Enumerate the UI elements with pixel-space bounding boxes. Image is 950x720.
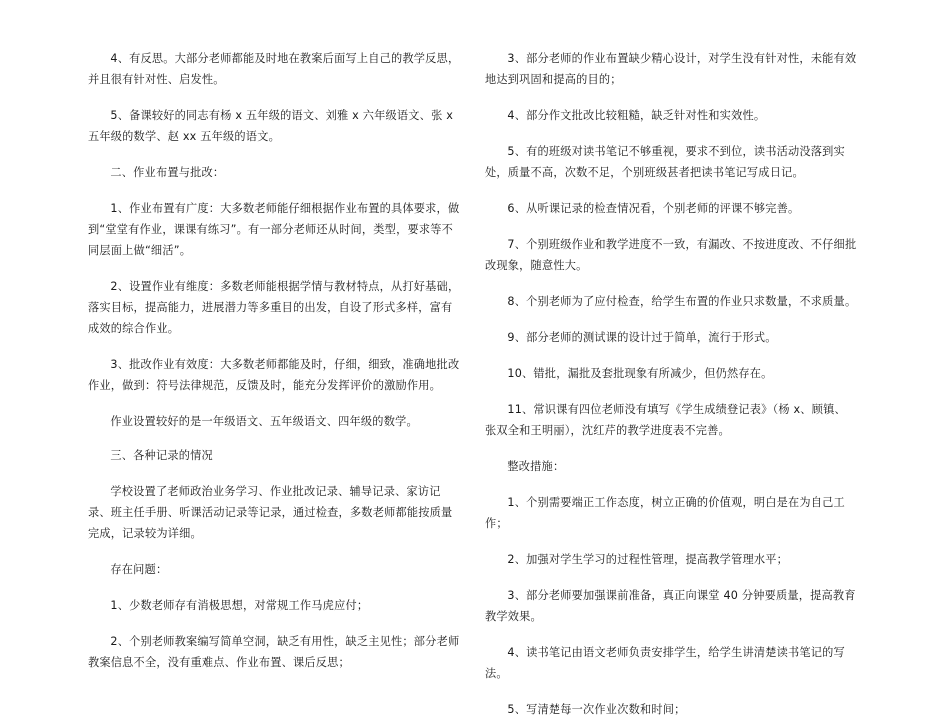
- heading-records: 三、各种记录的情况: [110, 449, 213, 462]
- measure-item-2: 2、加强对学生学习的过程性管理，提高教学管理水平；: [507, 553, 789, 566]
- problem-item-11: 11、常识课有四位老师没有填写《学生成绩登记表》（杨 x、顾镇、张双全和王明丽），沈红芹的教学进度表不完善。: [485, 403, 846, 437]
- heading-problems: 存在问题：: [110, 563, 168, 576]
- paragraph-homework-dimension: 2、设置作业有维度：多数老师能根据学情与教材特点，从打好基础，落实目标，提高能力，进展潜力等多重目的出发，自设了形式多样，富有成效的综合作业。: [88, 280, 460, 335]
- problem-item-4: 4、部分作文批改比较粗糙，缺乏针对性和实效性。: [507, 109, 766, 122]
- paragraph-good-lesson-prep: 5、备课较好的同志有杨 x 五年级的语文、刘雅 x 六年级语文、张 x 五年级的数学、赵 xx 五年级的语文。: [88, 109, 454, 143]
- problem-item-10: 10、错批，漏批及套批现象有所减少，但仍然存在。: [507, 367, 773, 380]
- heading-homework: 二、作业布置与批改：: [110, 166, 225, 179]
- heading-measures: 整改措施：: [507, 460, 565, 473]
- measure-item-1: 1、个别需要端正工作态度，树立正确的价值观，明白是在为自己工作；: [485, 496, 845, 530]
- left-column: [88, 48, 460, 673]
- measure-item-5: 5、写清楚每一次作业次数和时间；: [507, 703, 686, 716]
- paragraph-reflection: 4、有反思。大部分老师都能及时地在教案后面写上自己的教学反思，并且很有针对性、启发性。: [88, 52, 460, 86]
- problem-item-9: 9、部分老师的测试课的设计过于简单，流行于形式。: [507, 331, 777, 344]
- right-column: [485, 48, 857, 720]
- paragraph-good-homework: 作业设置较好的是一年级语文、五年级语文、四年级的数学。: [110, 415, 418, 428]
- problem-item-8: 8、个别老师为了应付检查，给学生布置的作业只求数量，不求质量。: [507, 295, 857, 308]
- paragraph-homework-breadth: 1、作业布置有广度：大多数老师能仔细根据作业布置的具体要求，做到“堂堂有作业，课课有练习”。有一部分老师还从时间，类型，要求等不同层面上做“细活”。: [88, 202, 460, 257]
- problem-item-2: 2、个别老师教案编写简单空洞，缺乏有用性，缺乏主见性；部分老师教案信息不全，没有重难点、作业布置、课后反思；: [88, 635, 460, 669]
- paragraph-homework-effectiveness: 3、批改作业有效度：大多数老师都能及时，仔细，细致，准确地批改作业，做到：符号法律规范，反馈及时，能充分发挥评价的激励作用。: [88, 358, 460, 392]
- problem-item-6: 6、从听课记录的检查情况看，个别老师的评课不够完善。: [507, 202, 800, 215]
- problem-item-3: 3、部分老师的作业布置缺少精心设计，对学生没有针对性，未能有效地达到巩固和提高的目的；: [485, 52, 857, 86]
- problem-item-5: 5、有的班级对读书笔记不够重视，要求不到位，读书活动没落到实处，质量不高，次数不足，个别班级甚者把读书笔记写成日记。: [485, 145, 845, 179]
- problem-item-7: 7、个别班级作业和教学进度不一致，有漏改、不按进度改、不仔细批改现象，随意性大。: [485, 238, 857, 272]
- problem-item-1: 1、少数老师存有消极思想，对常规工作马虎应付；: [110, 599, 369, 612]
- measure-item-4: 4、读书笔记由语文老师负责安排学生，给学生讲清楚读书笔记的写法。: [485, 646, 845, 680]
- measure-item-3: 3、部分老师要加强课前准备，真正向课堂 40 分钟要质量，提高教育教学效果。: [485, 589, 856, 623]
- paragraph-records: 学校设置了老师政治业务学习、作业批改记录、辅导记录、家访记录、班主任手册、听课活动记录等记录，通过检查，多数老师都能按质量完成，记录较为详细。: [88, 485, 453, 540]
